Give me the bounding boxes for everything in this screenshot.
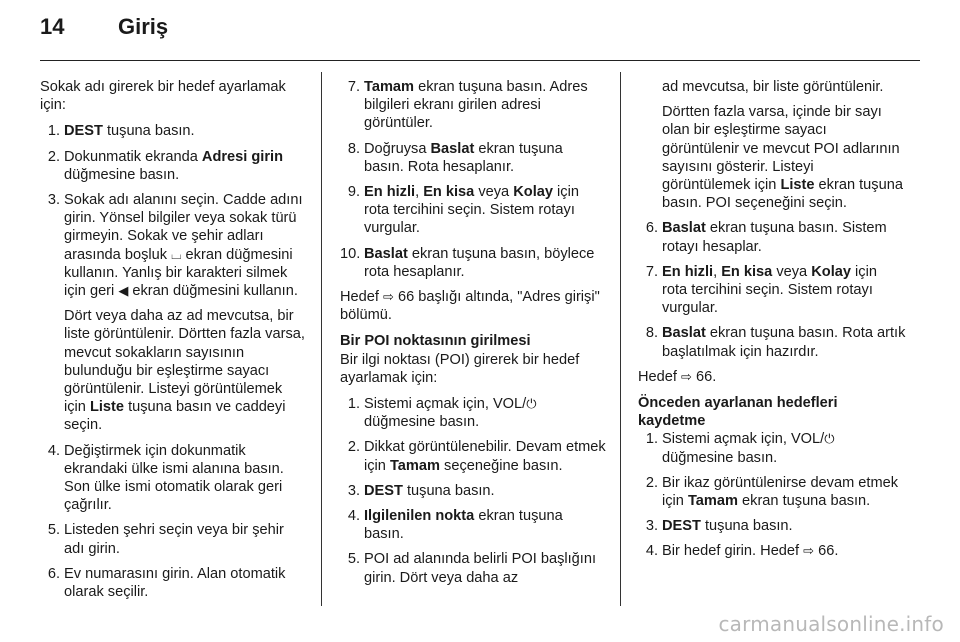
step-text: için rota tercihini seçin. Sistem rotayı vurgular. — [364, 184, 579, 237]
step-text: ekran tuşuna basın, böylece rota hesaplanır. — [364, 245, 595, 280]
step-number: 5. — [47, 522, 60, 539]
step-text: POI ad alanında belirli POI başlığını girin. Dört veya daha az — [364, 551, 597, 586]
list-item — [638, 430, 906, 466]
step-number: 2. — [347, 439, 360, 456]
bold-term: Tamam — [389, 457, 440, 474]
bold-term: Liste — [780, 177, 815, 194]
page-reference-arrow-icon: ⇨ — [681, 368, 692, 384]
step-text: Dört veya daha az ad mevcutsa, bir liste görüntülenir. Dörtten fazla varsa, mevcut sokakların sayısının bulunduğu bir eşleştirme sayacı görüntülenir. Listeyi görüntülemek için — [64, 308, 305, 416]
steps-list — [40, 442, 308, 602]
steps-list — [40, 122, 308, 300]
watermark: carmanualsonline.info — [718, 612, 944, 636]
space-icon: ⌴ — [171, 246, 182, 262]
bold-term: Tamam — [364, 79, 415, 95]
bold-term: Baslat — [662, 220, 706, 237]
step-number: 4. — [47, 442, 60, 459]
step-text: , — [415, 184, 424, 201]
power-icon: ⏻ — [526, 396, 537, 412]
step-text: Dörtten fazla varsa, içinde bir sayı olan bir eşleştirme sayacı görüntülenir ve mevcut POI adlarının sayısını gösterir. Listeyi görüntülemek için — [662, 104, 900, 194]
step-number: 3. — [645, 518, 658, 535]
step-text: veya — [474, 184, 514, 201]
step-number: 1. — [47, 123, 60, 140]
step-text: düğmesine basın. — [64, 166, 180, 183]
bold-term: En hizli — [662, 263, 714, 280]
cross-reference — [340, 288, 606, 324]
step-text: Dokunmatik ekranda — [64, 148, 202, 165]
column-1 — [40, 78, 308, 608]
list-item — [40, 148, 308, 184]
intro-text: Sokak adı girerek bir hedef ayarlamak için: — [40, 79, 286, 114]
list-item — [340, 140, 606, 176]
chapter-title: Giriş — [118, 14, 169, 39]
bold-term: Kolay — [513, 184, 553, 201]
step-number: 2. — [47, 148, 60, 165]
list-item — [638, 324, 906, 360]
list-item — [638, 517, 906, 535]
bold-term: En hizli — [364, 184, 416, 201]
step-text: tuşuna basın. — [102, 123, 195, 140]
list-item — [638, 474, 906, 510]
step-text: ekran düğmesini kullanın. — [128, 283, 298, 300]
list-item — [40, 565, 308, 601]
step-text: düğmesine basın. — [662, 449, 778, 466]
bold-term: Baslat — [364, 245, 408, 262]
ref-text: 66 başlığı altında, "Adres girişi" bölümü. — [340, 289, 600, 324]
step-number: 5. — [347, 551, 360, 568]
step-number: 4. — [347, 508, 360, 525]
column-2 — [340, 78, 606, 594]
step-text: Bir hedef girin. Hedef — [662, 543, 804, 560]
page-reference-arrow-icon: ⇨ — [383, 289, 394, 305]
step-text: ekran tuşuna basın. Sistem rotayı hesaplar. — [662, 220, 887, 255]
list-item — [340, 550, 606, 586]
power-icon: ⏻ — [824, 431, 835, 447]
step-number: 7. — [347, 79, 360, 95]
step-continuation — [638, 103, 906, 212]
column-3 — [638, 78, 906, 568]
step-number: 6. — [645, 220, 658, 237]
step-number: 8. — [645, 325, 658, 342]
step-text: tuşuna basın. — [700, 518, 793, 535]
list-item — [340, 507, 606, 543]
step-continuation: ad mevcutsa, bir liste görüntülenir. — [662, 79, 884, 95]
bold-term: Kolay — [811, 263, 851, 280]
step-number: 2. — [645, 474, 658, 491]
step-text: tuşuna basın ve caddeyi seçin. — [64, 399, 286, 434]
step-text: Ev numarasını girin. Alan otomatik olarak seçilir. — [64, 565, 286, 601]
step-text: ekran tuşuna basın. — [364, 508, 563, 543]
step-number: 6. — [47, 565, 60, 582]
bold-term: Ilgilenilen nokta — [364, 508, 475, 525]
steps-list — [638, 219, 906, 360]
step-number: 9. — [347, 184, 360, 201]
ref-text: Hedef — [340, 289, 383, 306]
step-number: 8. — [347, 140, 360, 157]
step-text: veya — [772, 263, 812, 280]
list-item — [40, 442, 308, 515]
section-heading: Bir POI noktasının girilmesi — [340, 333, 531, 350]
bold-term: En kisa — [423, 184, 475, 201]
list-item — [638, 263, 906, 318]
step-text: Doğruysa — [364, 140, 431, 157]
list-item — [638, 542, 906, 560]
step-number: 3. — [47, 192, 60, 209]
list-item — [40, 122, 308, 140]
steps-list — [340, 395, 606, 587]
cross-reference — [638, 368, 906, 386]
column-divider — [620, 72, 621, 606]
step-text: seçeneğine basın. — [439, 457, 563, 474]
step-text: , — [713, 263, 722, 280]
bold-term: Adresi girin — [201, 148, 283, 165]
step-text: Listeden şehri seçin veya bir şehir adı girin. — [64, 522, 284, 557]
list-item — [340, 482, 606, 500]
list-item — [638, 219, 906, 255]
step-text: ekran düğmesini kullanın. Yanlış bir karakteri silmek için geri — [64, 246, 293, 300]
step-number: 1. — [347, 396, 360, 413]
step-text: ekran tuşuna basın. — [737, 493, 871, 510]
list-item — [40, 191, 308, 300]
list-item — [340, 183, 606, 238]
bold-term: Liste — [89, 399, 125, 416]
column-divider — [321, 72, 322, 606]
step-number: 7. — [645, 263, 658, 280]
page-reference-arrow-icon: ⇨ — [803, 543, 815, 559]
list-item — [40, 521, 308, 557]
section-intro: Bir ilgi noktası (POI) girerek bir hedef ayarlamak için: — [340, 351, 580, 386]
ref-text: Hedef — [638, 368, 681, 385]
step-text: tuşuna basın. — [402, 482, 495, 499]
bold-term: DEST — [364, 482, 403, 499]
step-text: ekran tuşuna basın. Rota hesaplanır. — [364, 140, 563, 175]
list-item — [340, 395, 606, 431]
step-number: 4. — [645, 543, 658, 560]
step-continuation — [40, 307, 308, 434]
step-text: Sistemi açmak için, VOL/ — [662, 431, 825, 448]
step-text: Sokak adı alanını seçin. Cadde adını girin. Yönsel bilgiler veya sokak türü girmeyin. Sokak ve şehir adları arasında boşluk — [64, 192, 303, 263]
step-number: 3. — [347, 482, 360, 499]
section-heading: Önceden ayarlanan hedefleri kaydetme — [638, 395, 838, 430]
step-text: ekran tuşuna basın. Rota artık başlatılmak için hazırdır. — [662, 325, 906, 360]
header-rule — [40, 60, 920, 61]
list-item — [340, 245, 606, 281]
ref-text: 66. — [691, 368, 717, 385]
step-text: düğmesine basın. — [364, 414, 480, 431]
bold-term: DEST — [64, 123, 103, 140]
page-number: 14 — [40, 14, 65, 39]
bold-term: DEST — [662, 518, 701, 535]
steps-list — [340, 78, 606, 281]
step-text: Bir ikaz görüntülenirse devam etmek için — [662, 474, 899, 510]
bold-term: Baslat — [430, 140, 475, 157]
step-text: ekran tuşuna basın. Adres bilgileri ekranı girilen adresi görüntüler. — [364, 79, 588, 132]
list-item — [340, 78, 606, 133]
step-number: 10. — [340, 245, 361, 262]
bold-term: Baslat — [662, 325, 706, 342]
steps-list — [638, 430, 906, 560]
list-item — [340, 438, 606, 474]
step-text: Değiştirmek için dokunmatik ekrandaki ülke ismi alanına basın. Son ülke ismi otomatik olarak geri çağrılır. — [64, 442, 284, 514]
step-number: 1. — [645, 431, 658, 448]
step-text: için rota tercihini seçin. Sistem rotayı vurgular. — [662, 263, 877, 317]
bold-term: Tamam — [687, 493, 738, 510]
step-text: Dikkat görüntülenebilir. Devam etmek için — [364, 439, 606, 474]
step-text: Sistemi açmak için, VOL/ — [364, 396, 527, 413]
backspace-icon: ◀ — [118, 283, 129, 299]
step-text: 66. — [814, 543, 839, 560]
bold-term: En kisa — [721, 263, 773, 280]
step-text: ekran tuşuna basın. POI seçeneğini seçin. — [662, 177, 903, 212]
page-header — [40, 14, 168, 54]
